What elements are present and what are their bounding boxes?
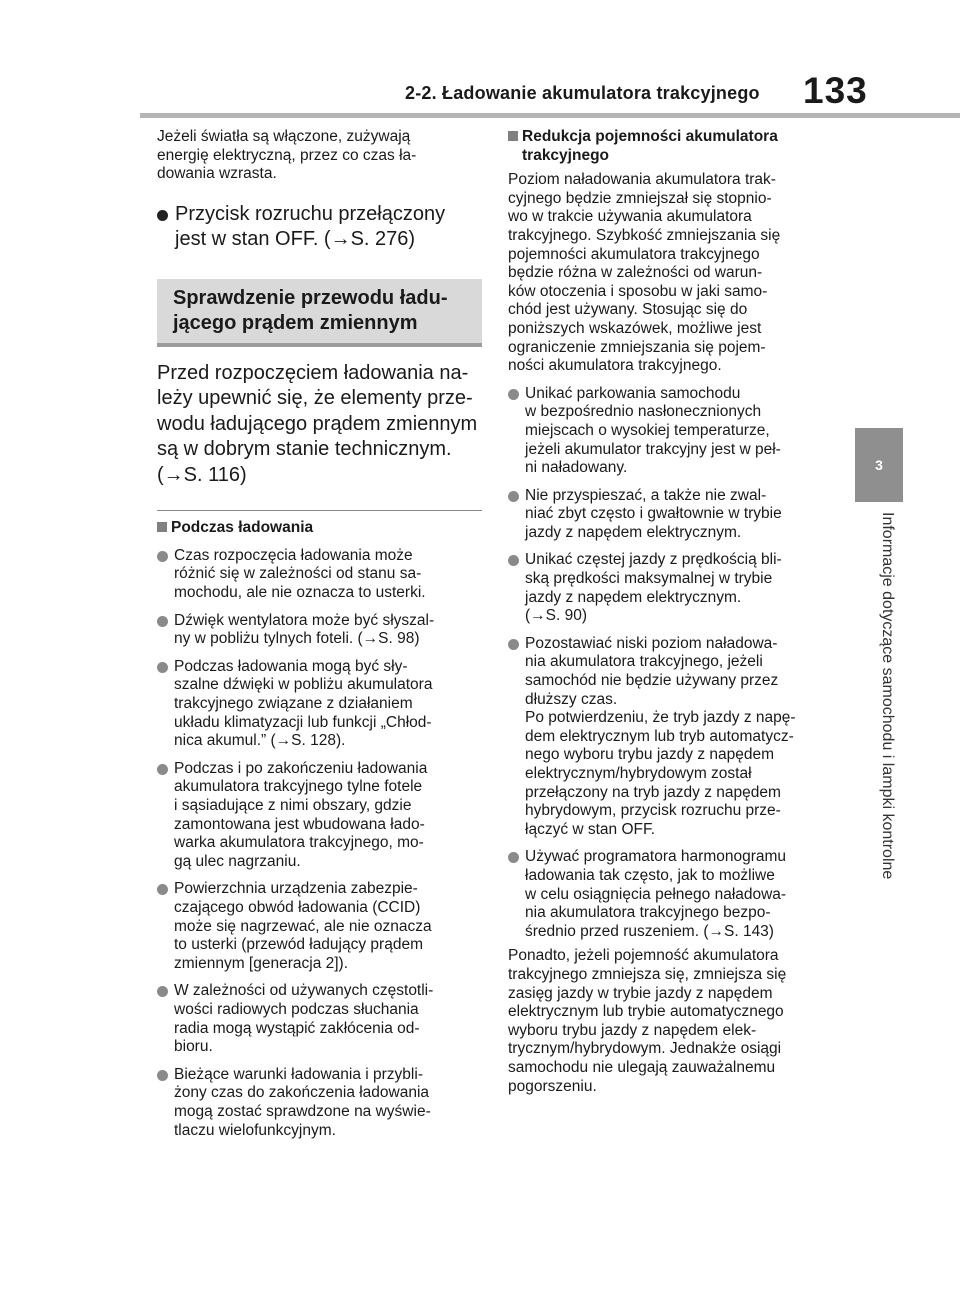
bullet-icon bbox=[508, 389, 519, 400]
bullet-icon bbox=[508, 555, 519, 566]
list-item: Podczas i po zakończeniu ładowania akumulatora trakcyjnego tylne fotele i sąsiadujące z nimi obszary, gdzie zamontowana jest wbudowana łado- warka akumulatora trakcyjnego, mo- gą ulec nagrzaniu. bbox=[157, 760, 482, 872]
bullet-icon bbox=[157, 764, 168, 775]
closing-paragraph: Ponadto, jeżeli pojemność akumulatora trakcyjnego zmniejsza się, zmniejsza się zasięg jazdy w trybie jazdy z napędem elektrycznym lub trybie automatycznego wyboru trybu jazdy z napędem elek- trycznym/hybrydowym. Jednakże osiągi samochodu nie ulegają zauważalnemu pogorszeniu. bbox=[508, 947, 787, 1095]
list-item: Dźwięk wentylatora może być słyszal- ny w pobliżu tylnych foteli. (→S. 98) bbox=[157, 612, 482, 649]
bullet-icon bbox=[157, 662, 168, 673]
subheading-charging: Podczas ładowania bbox=[157, 519, 482, 538]
bullet-icon bbox=[157, 616, 168, 627]
bullet-icon bbox=[508, 491, 519, 502]
bullet-icon bbox=[157, 210, 168, 221]
list-item: Bieżące warunki ładowania i przybli- żony czas do zakończenia ładowania mogą zostać sprawdzone na wyświe- tlaczu wielofunkcyjnym. bbox=[157, 1066, 482, 1140]
bullet-icon bbox=[157, 986, 168, 997]
chapter-number: 3 bbox=[875, 457, 883, 473]
subheading-capacity-reduction: Redukcja pojemności akumulatora trakcyjnego bbox=[508, 128, 833, 165]
list-item: Powierzchnia urządzenia zabezpie- czającego obwód ładowania (CCID) może się nagrzewać, ale nie oznacza to usterki (przewód ładujący prądem zmiennym [generacja 2]). bbox=[157, 880, 482, 973]
list-item: Unikać parkowania samochodu w bezpośrednio nasłonecznionych miejscach o wysokiej temperaturze, jeżeli akumulator trakcyjny jest w peł- ni naładowany. bbox=[508, 385, 833, 478]
intro-paragraph: Jeżeli światła są włączone, zużywają energię elektryczną, przez co czas ła- dowania wzrasta. bbox=[157, 128, 417, 183]
list-item: Podczas ładowania mogą być sły- szalne dźwięki w pobliżu akumulatora trakcyjnego związane z działaniem układu klimatyzacji lub funkcji „Chłod- nica akumul.” (→S. 128). bbox=[157, 658, 482, 751]
bullet-icon bbox=[157, 551, 168, 562]
list-item: Używać programatora harmonogramu ładowania tak często, jak to możliwe w celu osiągnięcia pełnego naładowa- nia akumulatora trakcyjnego bezpo- średnio przed ruszeniem. (→S. 143) bbox=[508, 848, 833, 941]
bullet-icon bbox=[157, 884, 168, 895]
bullet-icon bbox=[157, 1070, 168, 1081]
divider bbox=[157, 510, 482, 511]
section-heading: Sprawdzenie przewodu ładu- jącego prądem zmiennym bbox=[157, 279, 482, 347]
list-item: Czas rozpoczęcia ładowania może różnić się w zależności od stanu sa- mochodu, ale nie oznacza to usterki. bbox=[157, 547, 482, 603]
check-cable-paragraph: Przed rozpoczęciem ładowania na- leży upewnić się, że elementy prze- wodu ładującego prądem zmiennym są w dobrym stanie technicznym. (→S. 116) bbox=[157, 361, 478, 486]
list-item: Pozostawiać niski poziom naładowa- nia akumulatora trakcyjnego, jeżeli samochód nie będzie używany przez dłuższy czas. Po potwierdzeniu, że tryb jazdy z napę- dem elektrycznym lub tryb automatycz- nego wyboru trybu jazdy z napędem elektrycznym/hybrydowym został przełączony na tryb jazdy z napędem hybrydowym, przycisk rozruchu prze- łączyć w stan OFF. bbox=[508, 635, 833, 840]
list-item: Nie przyspieszać, a także nie zwal- niać zbyt często i gwałtownie w trybie jazdy z napędem elektrycznym. bbox=[508, 487, 833, 543]
section-title: 2-2. Ładowanie akumulatora trakcyjnego bbox=[405, 83, 760, 103]
header-rule bbox=[140, 113, 960, 118]
bullet-icon bbox=[508, 639, 519, 650]
chapter-title: Informacje dotyczące samochodu i lampki kontrolne bbox=[879, 512, 896, 880]
capacity-intro-paragraph: Poziom naładowania akumulatora trak- cyjnego będzie zmniejszał się stopnio- wo w trakcie używania akumulatora trakcyjnego. Szybkość zmniejszania się pojemności akumulatora trakcyjnego będzie różna w zależności od warun- ków otoczenia i sposobu w jaki samo- chód jest używany. Stosując się do poniższych wskazówek, możliwe jest ograniczenie zmniejszania się pojem- ności akumulatora trakcyjnego. bbox=[508, 171, 781, 375]
right-column bbox=[508, 128, 833, 1096]
bullet-icon bbox=[508, 852, 519, 863]
list-item: Unikać częstej jazdy z prędkością bli- ską prędkości maksymalnej w trybie jazdy z napędem elektrycznym. (→S. 90) bbox=[508, 551, 833, 625]
off-state-bullet: Przycisk rozruchu przełączony jest w stan OFF. (→S. 276) bbox=[157, 202, 482, 253]
left-column bbox=[157, 128, 482, 1140]
square-bullet-icon bbox=[508, 131, 518, 141]
page-number: 133 bbox=[803, 70, 868, 111]
chapter-tab[interactable] bbox=[855, 428, 903, 502]
list-item: W zależności od używanych częstotli- wości radiowych podczas słuchania radia mogą wystąpić zakłócenia od- bioru. bbox=[157, 982, 482, 1056]
square-bullet-icon bbox=[157, 522, 167, 532]
